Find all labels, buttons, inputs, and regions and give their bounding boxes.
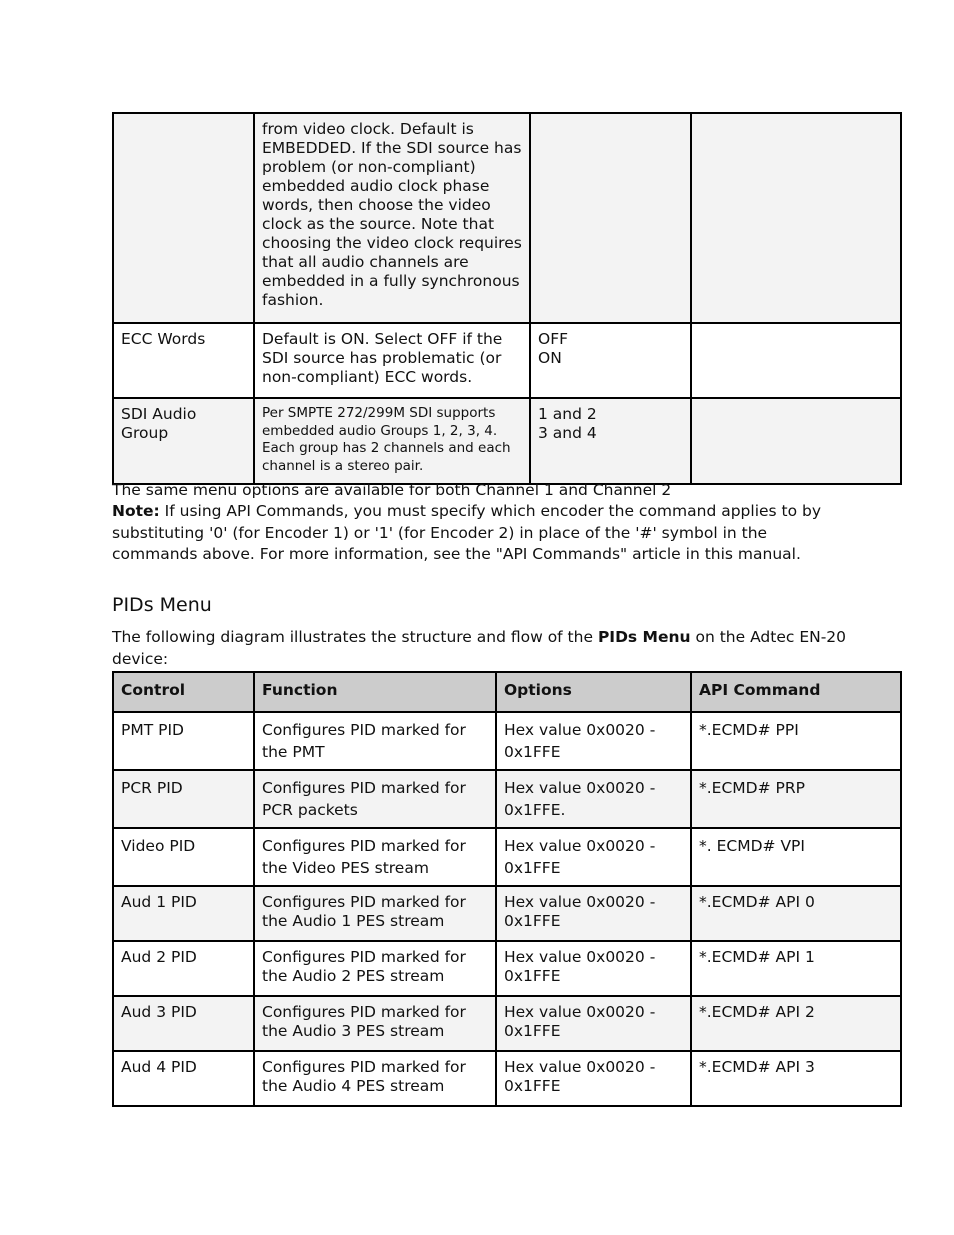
options-cell bbox=[530, 398, 691, 484]
note-label: Note: bbox=[112, 502, 160, 520]
table-row bbox=[113, 1051, 901, 1106]
audio-settings-table bbox=[112, 112, 902, 485]
option-item: 1 and 2 bbox=[538, 405, 597, 423]
control-cell bbox=[113, 113, 254, 323]
option-item: OFF bbox=[538, 330, 569, 348]
table-row bbox=[113, 712, 901, 770]
table-row bbox=[113, 886, 901, 941]
options-cell: Hex value 0x0020 - 0x1FFE. bbox=[496, 770, 691, 828]
intro-text-end: on the Adtec EN-20 device: bbox=[112, 628, 847, 668]
table-row bbox=[113, 113, 901, 323]
control-cell: Video PID bbox=[113, 828, 254, 886]
function-cell: Configures PID marked for the Video PES stream bbox=[254, 828, 496, 886]
options-cell: Hex value 0x0020 - 0x1FFE bbox=[496, 712, 691, 770]
function-cell: Configures PID marked for the Audio 2 PES stream bbox=[254, 941, 496, 996]
api-note bbox=[112, 501, 852, 566]
control-cell: Aud 2 PID bbox=[113, 941, 254, 996]
api-cell bbox=[691, 113, 901, 323]
api-cell: *.ECMD# PPI bbox=[691, 712, 901, 770]
function-cell: Configures PID marked for the Audio 4 PES stream bbox=[254, 1051, 496, 1106]
options-cell bbox=[530, 113, 691, 323]
column-header-control: Control bbox=[113, 672, 254, 712]
function-cell: Configures PID marked for PCR packets bbox=[254, 770, 496, 828]
options-cell: Hex value 0x0020 - 0x1FFE bbox=[496, 941, 691, 996]
table-row bbox=[113, 828, 901, 886]
control-cell: ECC Words bbox=[113, 323, 254, 398]
control-cell: PCR PID bbox=[113, 770, 254, 828]
intro-paragraph bbox=[112, 627, 847, 670]
option-item: 3 and 4 bbox=[538, 424, 597, 442]
function-cell: Configures PID marked for the Audio 1 PES stream bbox=[254, 886, 496, 941]
section-heading: PIDs Menu bbox=[112, 594, 212, 616]
channel-options-text: The same menu options are available for both Channel 1 and Channel 2 bbox=[112, 481, 672, 499]
control-cell: SDI Audio Group bbox=[113, 398, 254, 484]
column-header-api: API Command bbox=[691, 672, 901, 712]
table-row bbox=[113, 770, 901, 828]
api-cell: *.ECMD# API 2 bbox=[691, 996, 901, 1051]
function-cell: Configures PID marked for the PMT bbox=[254, 712, 496, 770]
table-row bbox=[113, 398, 901, 484]
table-row bbox=[113, 996, 901, 1051]
column-header-options: Options bbox=[496, 672, 691, 712]
api-cell bbox=[691, 323, 901, 398]
option-item: ON bbox=[538, 349, 562, 367]
intro-text: The following diagram illustrates the structure and flow of the bbox=[112, 628, 598, 646]
options-cell bbox=[530, 323, 691, 398]
intro-bold: PIDs Menu bbox=[597, 628, 691, 646]
function-cell: Configures PID marked for the Audio 3 PES stream bbox=[254, 996, 496, 1051]
options-cell: Hex value 0x0020 - 0x1FFE bbox=[496, 886, 691, 941]
api-cell bbox=[691, 398, 901, 484]
options-cell: Hex value 0x0020 - 0x1FFE bbox=[496, 996, 691, 1051]
options-cell: Hex value 0x0020 - 0x1FFE bbox=[496, 1051, 691, 1106]
api-cell: *.ECMD# PRP bbox=[691, 770, 901, 828]
table-row bbox=[113, 323, 901, 398]
control-cell: Aud 1 PID bbox=[113, 886, 254, 941]
table-header-row bbox=[113, 672, 901, 712]
function-cell: from video clock. Default is EMBEDDED. If the SDI source has problem (or non-compliant) embedded audio clock phase words, then choose the video clock as the source. Note that choosing the video clock requires that all audio channels are embedded in a fully synchronous fashion. bbox=[254, 113, 530, 323]
control-cell: Aud 4 PID bbox=[113, 1051, 254, 1106]
pids-menu-table bbox=[112, 671, 902, 1107]
control-cell: PMT PID bbox=[113, 712, 254, 770]
column-header-function: Function bbox=[254, 672, 496, 712]
control-cell: Aud 3 PID bbox=[113, 996, 254, 1051]
api-cell: *.ECMD# API 3 bbox=[691, 1051, 901, 1106]
function-cell: Per SMPTE 272/299M SDI supports embedded audio Groups 1, 2, 3, 4. Each group has 2 channels and each channel is a stereo pair. bbox=[254, 398, 530, 484]
note-text: If using API Commands, you must specify which encoder the command applies to by substituting '0' (for Encoder 1) or '1' (for Encoder 2) in place of the '#' symbol in the commands above. For more information, see the "API Commands" article in this manual. bbox=[112, 502, 822, 563]
options-cell: Hex value 0x0020 - 0x1FFE bbox=[496, 828, 691, 886]
api-cell: *. ECMD# VPI bbox=[691, 828, 901, 886]
api-cell: *.ECMD# API 0 bbox=[691, 886, 901, 941]
api-cell: *.ECMD# API 1 bbox=[691, 941, 901, 996]
table-row bbox=[113, 941, 901, 996]
function-cell: Default is ON. Select OFF if the SDI source has problematic (or non-compliant) ECC words. bbox=[254, 323, 530, 398]
